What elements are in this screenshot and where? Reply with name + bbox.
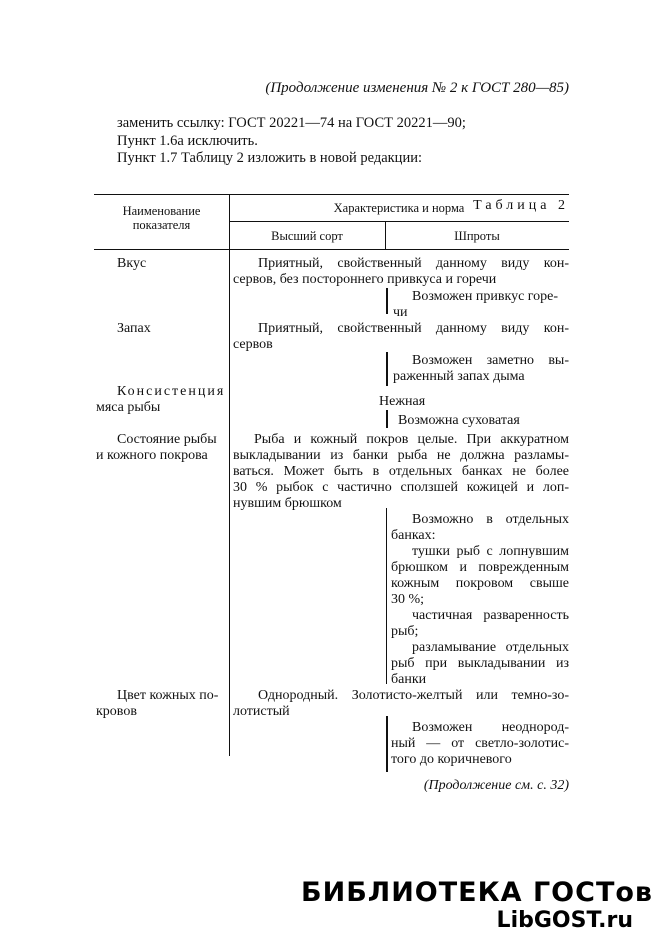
row-taste-common-1: Приятный, свойственный данному виду кон- <box>258 256 569 271</box>
row-condition-sprats-8: рыб; <box>391 624 419 639</box>
sprats-bracket <box>386 352 388 386</box>
column-divider-main <box>229 194 230 756</box>
header-bottom-rule <box>94 249 569 250</box>
row-color-name-2: кровов <box>96 704 137 719</box>
sprats-bracket <box>386 716 388 772</box>
row-condition-common-2: выкладывании из банки рыба не должна разламы- <box>233 448 569 463</box>
row-color-sprats-2: ный — от светло-золотис- <box>391 736 569 751</box>
row-taste-common-2: сервов, без постороннего привкуса и горечи <box>233 272 497 287</box>
header-characteristic: Характеристика и норма <box>333 201 465 215</box>
row-condition-sprats-5: кожным покровом свыше <box>391 576 569 591</box>
row-condition-sprats-11: банки <box>391 672 427 687</box>
row-condition-name-2: и кожного покрова <box>96 448 208 463</box>
row-condition-common-5: нувшим брюшком <box>233 496 342 511</box>
row-condition-sprats-7: частичная разваренность <box>412 608 569 623</box>
row-condition-sprats-3: тушки рыб с лопнувшим <box>412 544 569 559</box>
continuation-footer: (Продолжение см. с. 32) <box>423 778 569 793</box>
row-condition-common-3: ваться. Может быть в отдельных банках не более <box>233 464 569 479</box>
table-label: Таблица 2 <box>473 198 569 213</box>
row-consistency-name-2: мяса рыбы <box>96 400 161 415</box>
row-smell-sprats-2: раженный запах дыма <box>393 369 525 384</box>
watermark-site[interactable]: LibGOST.ru <box>496 908 633 933</box>
row-color-sprats-1: Возможен неоднород- <box>412 720 569 735</box>
row-color-common-2: лотистый <box>233 704 290 719</box>
row-condition-common-1: Рыба и кожный покров целые. При аккуратном <box>254 432 569 447</box>
header-indicator-line-2: показателя <box>132 218 191 232</box>
row-condition-common-4: 30 % рыбок с частично сползшей кожицей и лоп- <box>233 480 569 495</box>
row-taste-sprats-1: Возможен привкус горе- <box>412 289 559 304</box>
table-top-rule <box>94 194 569 195</box>
row-consistency-common: Нежная <box>379 394 426 409</box>
sprats-bracket <box>386 508 387 684</box>
row-color-name-1: Цвет кожных по- <box>117 688 219 703</box>
header-sprats: Шпроты <box>454 229 500 243</box>
row-color-common-1: Однородный. Золотисто-желтый или темно-зо- <box>258 688 569 703</box>
header-high-grade: Высший сорт <box>271 229 343 243</box>
group-header-rule <box>229 221 569 222</box>
continuation-header: (Продолжение изменения № 2 к ГОСТ 280—85) <box>265 80 569 96</box>
row-condition-sprats-2: банках: <box>391 528 436 543</box>
watermark-library: БИБЛИОТЕКА ГОСТов <box>301 877 653 908</box>
intro-line-3: Пункт 1.7 Таблицу 2 изложить в новой редакции: <box>117 150 422 166</box>
row-taste-name: Вкус <box>117 256 147 271</box>
row-condition-sprats-10: рыб при выкладывании из <box>391 656 569 671</box>
row-condition-sprats-4: брюшком и поврежденным <box>391 560 569 575</box>
row-taste-sprats-2: чи <box>393 305 408 320</box>
row-smell-common-2: сервов <box>233 337 273 352</box>
row-smell-sprats-1: Возможен заметно вы- <box>412 353 569 368</box>
row-smell-common-1: Приятный, свойственный данному виду кон- <box>258 321 569 336</box>
row-consistency-name-1: Консистенция <box>117 384 226 399</box>
row-consistency-sprats: Возможна суховатая <box>398 413 520 428</box>
row-condition-sprats-1: Возможно в отдельных <box>412 512 569 527</box>
row-condition-sprats-6: 30 %; <box>391 592 425 607</box>
header-indicator-line-1: Наименование <box>122 204 201 218</box>
row-condition-name-1: Состояние рыбы <box>117 432 217 447</box>
row-condition-sprats-9: разламывание отдельных <box>412 640 569 655</box>
sprats-bracket <box>386 410 388 428</box>
row-color-sprats-3: того до коричневого <box>391 752 512 767</box>
sprats-bracket <box>386 288 388 314</box>
intro-line-1: заменить ссылку: ГОСТ 20221—74 на ГОСТ 20221—90; <box>117 115 466 131</box>
intro-line-2: Пункт 1.6а исключить. <box>117 133 258 149</box>
row-smell-name: Запах <box>117 321 151 336</box>
